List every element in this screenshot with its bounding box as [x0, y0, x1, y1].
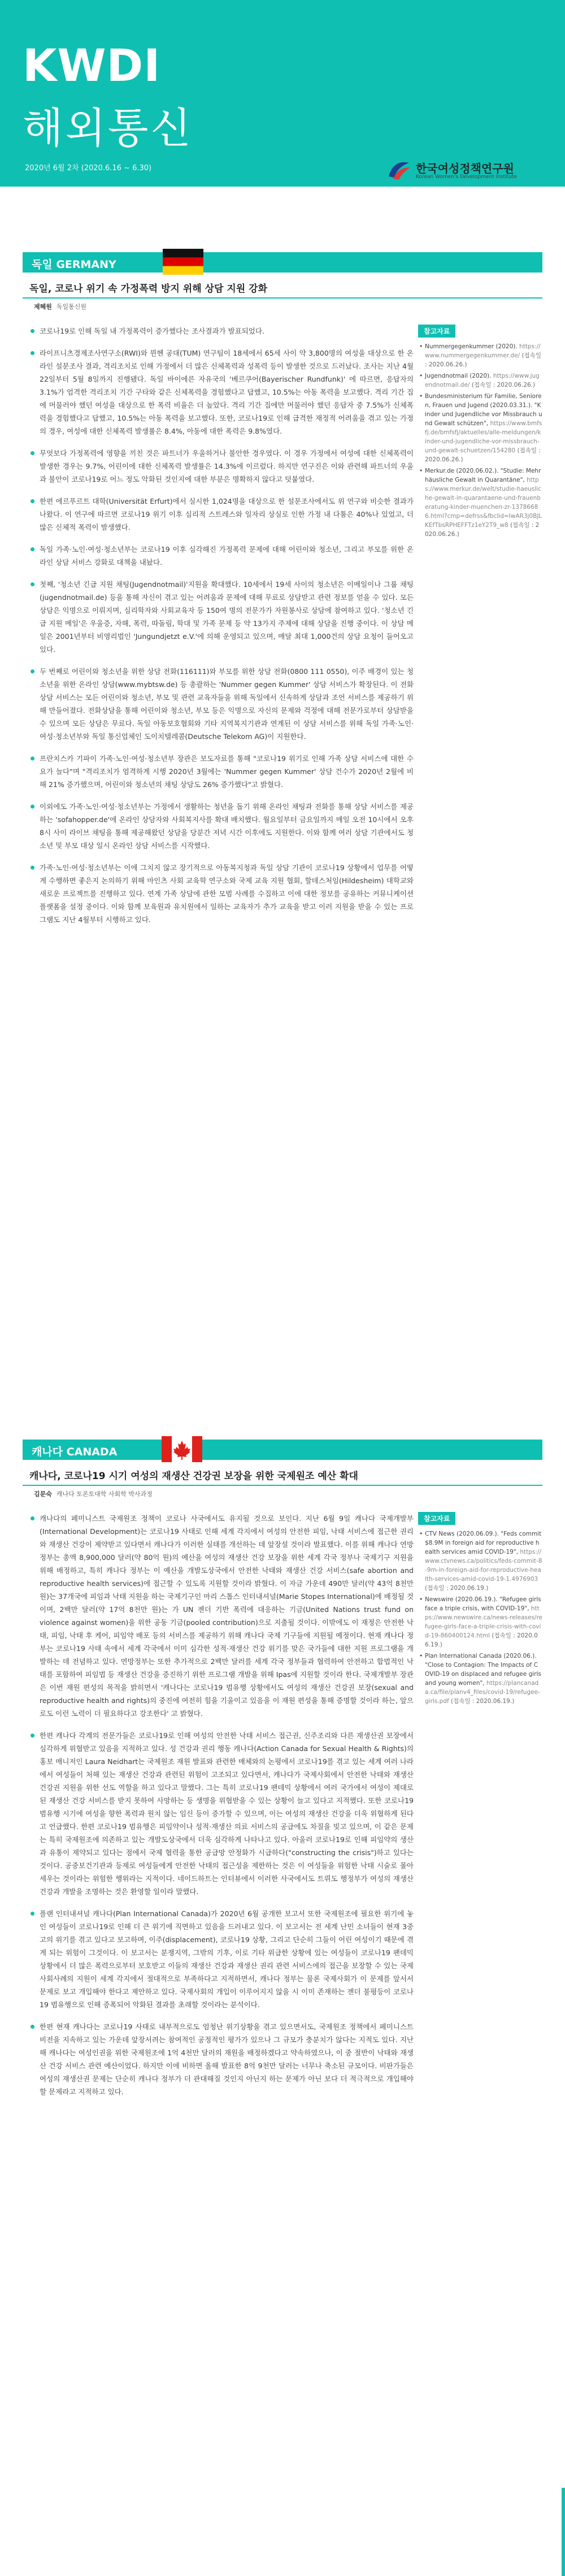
germany-flag-icon [163, 249, 203, 275]
author-role: 캐나다 토론토대학 사회학 박사과정 [56, 1490, 153, 1498]
article-paragraph: 두 번째로 어린이와 청소년을 위한 상담 전화(116111)와 부모를 위한 상담 전화(0800 111 0550), 이주 배경이 있는 청소년을 위한 온라인 상담(www.mybtsw.de) 등 총괄하는 'Nummer gegen Kummer' 상담 서비스가 확장된다. 이 전화상담 서비스는 모든 어린이와 청소년, 부모 및 관련 교육자들을 위해 독일에서 신속하게 상담과 조언 서비스를 제공하기 위해 만들어졌다. 전화상담을 통해 어린이와 청소년, 부모 등은 익명으로 자신의 문제와 걱정에 대해 전문가로부터 상담받을 수 있으며 모든 상담은 무료다. 독일 아동보호협회와 기타 지역복지기관과 연계된 이 상담 서비스를 위해 독일 가족·노인·여성·청소년부와 독일 통신업체인 도이치텔레콤(Deutsche Telekom AG)이 지원한다. [29, 665, 414, 743]
article-paragraph: 플랜 인터내셔널 캐나다(Plan International Canada)가 2020년 6월 공개한 보고서 또한 국제원조에 필요한 위기에 놓인 여성들이 코로나19로 인해 더 큰 위기에 직면하고 있음을 드러내고 있다. 이 보고서는 전 세계 난민 소녀들이 현재 3중고의 위기를 겪고 있다고 보고하며, 이주(displacement), 코로나19 상황, 그리고 단순히 그들이 어린 여성이기 때문에 겪게 되는 위험이 그것이다. 이 보고서는 분쟁지역, 그밖의 기후, 이로 기타 위급한 상황에 있는 여성들이 코로나19 팬데믹 상황에서 더 많은 폭력으로부터 보호받고 이들의 재생산 건강과 재생산 권리 관련 서비스에의 접근을 보장할 수 있는 국제 사회사례의 지원이 세계 각지에서 절대적으로 부족하다고 지적하면서, 캐나다 정부는 물론 국제사회가 이 문제를 앞서서 문제로 보고 개입해야 한다고 제안하고 있다. 국제사회의 개입이 이루어지지 않을 시 이미 존재하는 젠더 불평등이 코로나 19 범유행으로 인해 증폭되어 악화된 결과를 초래할 것이라는 분석이다. [29, 1907, 414, 2011]
country-bar-germany [23, 252, 542, 273]
byline [34, 302, 86, 311]
title-divider [23, 1485, 542, 1486]
country-name: 독일 GERMANY [32, 258, 116, 271]
kwdi-logo [386, 158, 556, 183]
article-title: 독일, 코로나 위기 속 가정폭력 방지 위해 상담 지원 강화 [29, 283, 268, 295]
author-name: 김문숙 [34, 1490, 52, 1498]
author-name: 제혜원 [34, 303, 52, 310]
article-body-germany [29, 325, 414, 935]
country-name: 캐나다 CANADA [32, 1446, 118, 1458]
reference-link[interactable]: https://www.jugendnotmail.de/ [425, 373, 540, 388]
references-heading: 참고자료 [418, 325, 455, 338]
reference-link[interactable]: https://www.ctvnews.ca/politics/feds-commit-8-9m-in-foreign-aid-for-reproductive-health-services-amid-covid-19-1.4976903 [425, 1549, 542, 1583]
article-paragraph: 첫째, '청소년 긴급 지원 채팅(Jugendnotmail)'지원을 확대했다. 10세에서 19세 사이의 청소년은 이메일이나 그룹 채팅(jugendnotmail.de) 등을 통해 자신이 겪고 있는 어려움과 문제에 대해 무료로 상담받고 관련 정보를 얻을 수 있다. 모든 상담은 익명으로 이뤄지며, 심리학자와 사회교육자 등 150여 명의 전문가가 자원봉사로 상담에 참여하고 있다. '청소년 긴급 지원 메일'은 우울증, 자해, 폭력, 따돌림, 학대 및 가족 문제 등 약 13가지 주제에 대해 상담을 진행 중이다. 이 상담 메일은 2001년부터 비영리법인 'Jungundjetzt e.V.'에 의해 운영되고 있으며, 매달 최대 1,000건의 상담 요청이 들어오고 있다. [29, 578, 414, 656]
reference-link[interactable]: https://www.bmfsfj.de/bmfsfj/aktuelles/alle-meldungen/kinder-und-jugendliche-vor-missbrauch-und-gewalt-schuetzen/154280 [425, 420, 542, 454]
page-edge-accent [562, 2488, 565, 2576]
reference-link[interactable]: https://plancanada.ca/file/planv4_files/covid-19/refugee-girls.pdf [425, 1680, 540, 1705]
article-paragraph: 가족·노인·여성·청소년부는 이에 그치지 않고 장기적으로 아동복지청과 독일 상담 기관이 코로나19 상황에서 업무를 어떻게 수행하면 좋은지 논의하기 위해 마인츠 사회 교육학 연구소와 국제 교육 지원 협회, 할데스처임(Hildesheim) 대학교와 새로운 프로젝트를 진행하고 있다. 연계 가족 상담에 관한 모범 사례를 수집하고 이에 대한 정보를 공유하는 커뮤니케이션 플랫폼을 설정 중이다. 이와 함께 보육원과 유치원에서 일하는 교육자가 추가 교육을 받고 이러 지원을 받을 수 있는 프로그램도 지난 4월부터 시행하고 있다. [29, 861, 414, 926]
article-paragraph: 독일 가족·노인·여성·청소년부는 코로나19 이후 심각해진 가정폭력 문제에 대해 어린이와 청소년, 그리고 부모를 위한 온라인 상담 서비스 강화로 대책을 내놨다. [29, 543, 414, 569]
issue-period: 2020년 6월 2차 (2020.6.16 ~ 6.30) [25, 164, 152, 172]
logo-name-en: Korean Women's Development Institute [416, 174, 517, 180]
reference-item: • Plan International Canada (2020.06.). "Close to Contagion: The Impacts of COVID-19 on displaced and refugee girls and young women", https://plancanada.ca/file/planv4_files/covid-19/refugee-girls.pdf (접속일 : 2020.06.19.) [418, 1652, 542, 1706]
article-paragraph: 코로나19로 인해 독일 내 가정폭력이 증가했다는 조사결과가 발표되었다. [29, 325, 414, 338]
article-paragraph: 한편 캐나다 각계의 전문가들은 코로나19로 인해 여성의 안전한 낙태 서비스 접근권, 신주조리와 다른 재생산권 보장에서 심각하게 위협받고 있음을 지적하고 있다. 성 건강과 권리 행동 캐나다(Action Canada for Sexual Health & Rights)의 홍보 매니저인 Laura Neidhart는 국제원조 재원 발표와 관련한 매체와의 논평에서 코로나19를 겪고 있는 세계 여러 나라에서 여성들이 처해 있는 재생산 건강과 관련된 위험이 고조되고 있다면서, 캐나다가 국제사회에서 안전한 낙태와 재생산 건강권 지원을 위한 선도 역할을 하고 있다고 말했다. 그는 특히 코로나19 팬데믹 상황에서 여러 국가에서 여성이 제대로 된 재생산 건강 서비스를 받지 못하여 사망하는 등 생명을 위협받을 수 있는 상황이 늘고 있다고 지적했다. 또한 코로나19 범유행 시기에 여성을 향한 폭력과 원치 않는 임신 등이 증가할 수 있으며, 이는 여성의 재생산 건강을 더욱 위협하게 된다고 언급했다. 한편 코로나19 범유행은 피임약이나 성적·재생산 의료 서비스의 공급에도 차질을 빚고 있으며, 이 같은 문제는 특히 국제원조에 의존하고 있는 개발도상국에서 더욱 심각하게 나타나고 있다. 아울러 코로나19로 인해 피임약의 생산과 유통이 제약되고 있다는 점에서 국제 협력을 통한 공급망 안정화가 시급하다("constructing the crisis")하고 있다는 것이다. 공중보건기관과 등제로 여성들에게 안전한 낙태의 접근성을 제한하는 것은 이 여성들을 위험한 낙태 시술로 몰아세우는 것이라는 위험한 행위라는 지적이다. 네이드하트는 인터뷰에서 이러한 사국에서도 트뤼도 행정부가 여성의 재생산 건강과 개발을 조명하는 것은 환영할 일이라 말했다. [29, 1729, 414, 1898]
reference-item: • Nummergegenkummer (2020). https://www.nummergegenkummer.de/ (접속일 : 2020.06.26.) [418, 342, 542, 369]
reference-link[interactable]: https://www.merkur.de/welt/studie-haeusliche-gewalt-in-quarantaene-und-frauenberatung-kinder-muenchen-zr-13786686.html?cmp=defrss&fbclid=IwAR3j0BJLKEfTbsRPHEFFTz1eY2T9_w8 [425, 477, 542, 529]
reference-item: • Jugendnotmail (2020). https://www.jugendnotmail.de/ (접속일 : 2020.06.26.) [418, 371, 542, 390]
article-paragraph: 라이프니츠경제조사연구소(RWI)와 뮌헨 공대(TUM) 연구팀이 18세에서 65세 사이 약 3,800명의 여성을 대상으로 한 온라인 설문조사 결과, 격리조치로 인해 가정에서 더 많은 신체폭력과 성폭력 등이 발생한 것으로 드러났다. 조사는 지난 4월 22일부터 5월 8일까지 진행됐다. 독일 바이에른 자유국의 '베르쿠어(Bayerischer Rundfunk)' 에 따르면, 응답자의 3.1%가 엄격한 격리조치 기간 구타와 같은 신체폭력을 경험했다고 답했고, 10.5%는 아동 폭력을 보고했다. 격리 기간 집에 머물러야 했던 여성을 대상으로 한 폭력 비율은 더 높았다. 격리 기간 집에만 머물러야 했던 응답자 중 7.5%가 신체폭력을 경험했다고 답했고, 10.5%는 아동 폭력을 보고했다. 또한, 코로나19로 인해 급격한 재정적 어려움을 겪고 있는 가정의 경우, 여성에 대한 신체폭력 발생률은 8.4%, 아동에 대한 폭력은 9.8%였다. [29, 347, 414, 438]
byline [34, 1489, 153, 1498]
title-divider [23, 297, 542, 299]
reference-item: • Newswire (2020.06.19.). "Refugee girls face a triple crisis, with COVID-19", https://www.newswire.ca/news-releases/refugee-girls-face-a-triple-crisis-with-covid-19-860400124.html (접속일 : 2020.06.19.) [418, 1595, 542, 1649]
references-heading: 참고자료 [418, 1512, 455, 1525]
article-paragraph: 캐나다의 페미니스트 국제원조 정책이 코로나 사국에서도 유지될 것으로 보인다. 지난 6월 9일 캐나다 국제개발부(International Development)는 코로나19 사태로 인해 세계 각지에서 여성의 안전한 피임, 낙태 서비스에 접근한 권리와 재생산 건강이 제약받고 있다면서 캐나다가 이러한 실태를 개선하는 데 앞장설 것이라 발표했다. 이를 위해 캐나다 연방 정부는 총액 8,900,000 달러(약 80억 원)의 예산을 여성의 재생산 건강 보장을 위한 세계 각국 정부나 국제기구 지원을 위해 배정하고, 특히 캐나다 정부는 이 예산을 개발도상국에서 안전한 낙태와 재생산 건강 서비스(safe abortion and reproductive health services)에 접근할 수 있도록 지원할 것이라 밝혔다. 이 자금 가운데 490만 달러(약 43억 8천만 원)는 37개국에 피임과 낙태 지원을 하는 국제기구인 마리 스톱스 인터내셔널(Marie Stopes International)에 배정될 것이며, 2백만 달러(약 17억 8천만 원)는 가 UN 젠더 기반 폭력에 대응하는 기금(United Nations trust fund on violence against women)을 위한 공동 기금(pooled contribution)으로 지출될 것이다. 이밖에도 이 재정은 안전한 낙태, 피임, 낙태 후 케어, 피임약 배포 등의 서비스를 제공하기 위해 캐나다 국제 기구들에 지원될 예정이다. 현재 캐나다 정부는 코로나19 사태 속에서 세계 각국에서 이미 심각한 성적·재생산 건강 위기를 맞은 국가들에 대한 지원 프로그램을 개발하는 데 전념하고 있다. 연방정부는 또한 추가적으로 2백만 달러를 세계 각국 정부들과 협력하여 안전하고 합법적인 낙태를 포함하여 피임법 등 재생산 건강을 증진하기 위한 프로그램 개발을 위해 Ipas에 지원할 것이라 한다. 국제개발부 장관은 이번 재원 편성의 목적을 밝히면서 '캐나다는 코로나19 범유행 상황에서도 여성의 재생산 건강권 보장(sexual and reproductive health and rights)의 중진에 여전히 힘을 기울이고 있음을 이 재원 편성을 통해 증명할 것이라 하는, 앞으로도 이런 노력이 더 필요하다고 강조한다' 고 밝혔다. [29, 1512, 414, 1720]
kwdi-logo-icon [386, 159, 411, 181]
reference-item: • Merkur.de (2020.06.02.). "Studie: Mehr häusliche Gewalt in Quarantäne", https://www.merkur.de/welt/studie-haeusliche-gewalt-in-quarantaene-und-frauenberatung-kinder-muenchen-zr-13786686.html?cmp=defrss&fbclid=IwAR3j0BJLKEfTbsRPHEFFTz1eY2T9_w8 (접속일 : 2020.06.26.) [418, 466, 542, 539]
article-paragraph: 한편 현재 캐나다는 코로나19 사태로 내부적으로도 엄청난 위기상황을 겪고 있으면서도, 국제원조 정책에서 페미니스트 비전을 지속하고 있는 가운데 앞장서려는 참여적인 공정적인 평가가 있으나 그 규모가 충분치가 않다는 지적도 있다. 지난해 캐나다는 여성인권을 위한 국제원조에 1억 4천만 달러의 재원을 배정하겠다고 약속하였으나, 이 중 절반이 낙태와 재생산 건강 서비스 관련 예산이었다. 하지만 이에 비하면 올해 발표한 8억 9천만 달러는 너무나 축소된 규모이다. 비판가들은 여성의 재생산권 문제는 단순히 캐나다 정부가 더 관대해질 것인지 아닌지 하는 문제가 아닌 보다 더 적극적으로 개입해야 할 문제라고 지적하고 있다. [29, 2020, 414, 2098]
reference-link[interactable]: https://www.nummergegenkummer.de/ [425, 343, 541, 359]
article-body-canada [29, 1512, 414, 2107]
publication-subtitle: 해외통신 [23, 104, 193, 153]
article-paragraph: 이외에도 가족·노인·여성·청소년부는 가정에서 생활하는 청년을 돕기 위해 온라인 채팅과 전화를 통해 상담 서비스를 제공하는 'sofahopper.de'에 온라인 상담자와 사회복지사를 확대 배치했다. 월요일부터 금요일까지 매일 오전 10시에서 오후 8시 사이 라이브 채팅을 통해 제공해왔던 상담을 당분간 저녁 시간 이후에도 지원한다. 이와 함께 여러 상담 기관에서도 청소년 및 부모 대상 일시 온라인 상담 서비스를 시작했다. [29, 800, 414, 852]
logo-name-ko: 한국여성정책연구원 [416, 162, 514, 175]
article-paragraph: 한편 에르푸르트 대학(Universität Erfurt)에서 실시한 1,024명을 대상으로 한 설문조사에서도 위 연구와 비슷한 결과가 나왔다. 이 연구에 따르면 코로나19 위기 이후 심리적 스트레스와 일자리 상실로 인한 가정 내 다툼은 40%나 있었고, 더 많은 신체적 폭력이 발생했다. [29, 495, 414, 534]
country-bar-canada [23, 1440, 542, 1460]
article-title: 캐나다, 코로나19 시기 여성의 재생산 건강권 보장을 위한 국제원조 예산 확대 [29, 1471, 358, 1482]
reference-link[interactable]: https://www.newswire.ca/news-releases/refugee-girls-face-a-triple-crisis-with-covid-19-860400124.html [425, 1605, 542, 1639]
reference-item: • Bundesministerium für Familie, Senioren, Frauen und Jugend (2020.03.31.). "Kinder und Jugendliche vor Missbrauch und Gewalt schützen", https://www.bmfsfj.de/bmfsfj/aktuelles/alle-meldungen/kinder-und-jugendliche-vor-missbrauch-und-gewalt-schuetzen/154280 (접속일 : 2020.06.26.) [418, 392, 542, 464]
publication-title: KWDI [23, 41, 161, 92]
reference-item: • CTV News (2020.06.09.). "Feds commit $8.9M in foreign aid for reproductive health services amid COVID-19", https://www.ctvnews.ca/politics/feds-commit-8-9m-in-foreign-aid-for-reproductive-health-services-amid-covid-19-1.4976903 (접속일 : 2020.06.19.) [418, 1529, 542, 1593]
author-role: 독일통신원 [56, 303, 87, 310]
references-canada [418, 1512, 542, 1708]
canada-flag-icon [162, 1436, 202, 1462]
references-germany [418, 325, 542, 541]
article-paragraph: 무엇보다 가정폭력에 영향을 끼친 것은 파트너가 우울하거나 불안한 경우였다. 이 경우 가정에서 여성에 대한 신체폭력이 발생한 경우는 9.7%, 어린이에 대한 신체폭력 발생률은 14.3%에 이르렀다. 하지만 연구진은 이와 관련해 파트너의 우울과 불안이 코로나19로 어느 정도 악화된 것인지에 대한 부분은 명확하지 않다고 덧붙였다. [29, 447, 414, 486]
article-paragraph: 프란치스카 기파이 가족·노인·여성·청소년부 장관은 보도자료를 통해 "코로나19 위기로 인해 가족 상담 서비스에 대한 수요가 늘다"며 "격리조치가 엄격하게 시행 2020년 3월에는 'Nummer gegen Kummer' 상담 건수가 2020년 2월에 비해 21% 증가했으며, 어린이와 청소년의 채팅 상담도 26% 증가했다"고 밝혔다. [29, 752, 414, 791]
